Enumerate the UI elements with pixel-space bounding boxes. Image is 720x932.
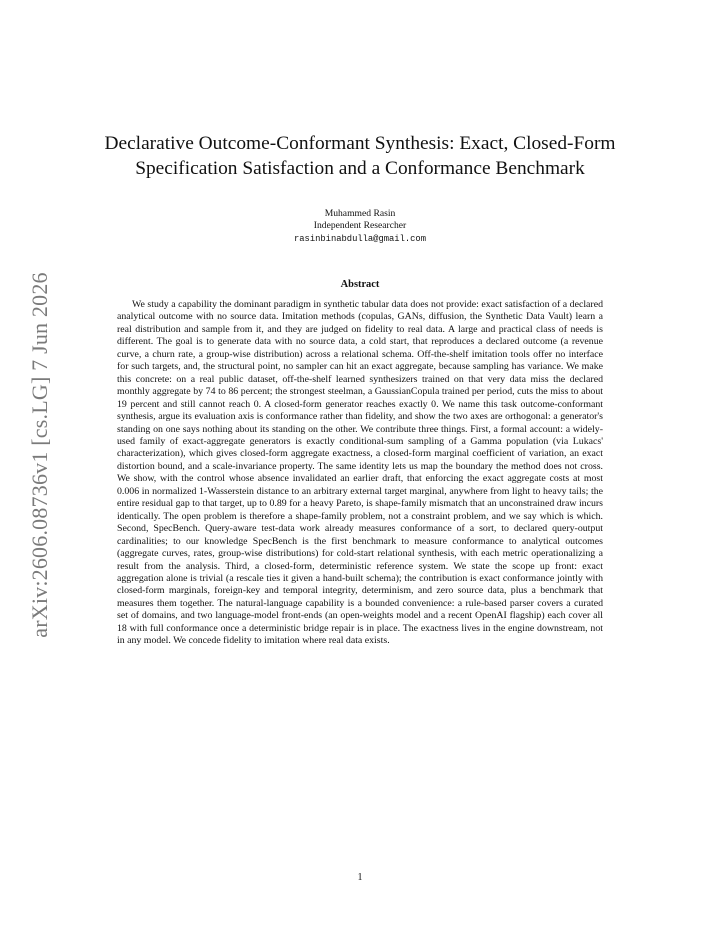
title-line-1: Declarative Outcome-Conformant Synthesis: Exact, Closed-Form: [104, 133, 616, 154]
arxiv-identifier-stamp: arXiv:2606.08736v1 [cs.LG] 7 Jun 2026: [27, 272, 52, 638]
author-affiliation: Independent Researcher: [313, 220, 407, 232]
title-line-2: Specification Satisfaction and a Conformance Benchmark: [135, 158, 585, 179]
page-number: 1: [357, 872, 363, 883]
author-name: Muhammed Rasin: [324, 208, 396, 219]
paper-title: [70, 131, 650, 181]
abstract-body: We study a capability the dominant paradigm in synthetic tabular data does not provide: exact satisfaction of a declared analytical outcome with no source data. Imitation methods (copulas, GANs, diffusion, the Synthetic Data Vault) learn a real distribution and sample from it, and they are judged on fidelity to real data. A large and practical class of needs is different. The goal is to generate data with no source data, a cold start, that reproduces a declared outcome (a revenue curve, a churn rate, a group-wise distribution) across a relational schema. Off-the-shelf imitation tools offer no interface for such targets, and, the structural point, no sampler can hit an exact aggregate, because sampling has variance. We make this concrete: on a real public dataset, off-the-shelf learned synthesizers trained on that very data miss the declared monthly aggregate by 74 to 86 percent; the strongest steelman, a GaussianCopula trained per period, cuts the miss to about 19 percent and still cannot reach 0. A closed-form generator reaches exactly 0. We name this task outcome-conformant synthesis, argue its evaluation axis is conformance rather than fidelity, and show the two axes are orthogonal: a generator's standing on one says nothing about its standing on the other. We contribute three things. First, a formal account: a widely-used family of exact-aggregate generators is exactly conditional-sum sampling of a Gamma population (via Lukacs' characterization), which gives closed-form aggregate exactness, a closed-form marginal coefficient of variation, an exact distortion bound, and a scale-invariance property. The same identity lets us map the boundary the method does not cross. We show, with the control whose absence invalidated an earlier draft, that enforcing the exact aggregate costs at most 0.006 in normalized 1-Wasserstein distance to an arbitrary external target marginal, anywhere from light to heavy tails; the entire residual gap to that target, up to 0.89 for a heavy Pareto, is shape-family mismatch that an unconstrained draw incurs identically. The open problem is therefore a shape-family problem, not a constraint problem, and we say which is which. Second, SpecBench. Query-aware test-data work already measures conformance of a sort, to declared query-output cardinalities; to our knowledge SpecBench is the first benchmark to measure conformance to analytical outcomes (aggregate curves, rates, group-wise distributions) for cold-start relational synthesis, with each metric operationalizing a result from the analysis. Third, a closed-form, deterministic reference system. We state the scope up front: exact aggregation alone is trivial (a rescale ties it given a hand-built schema); the contribution is exact conformance jointly with closed-form marginals, foreign-key and temporal integrity, determinism, and zero source data, plus a benchmark that measures them together. The natural-language capability is a bounded convenience: a rule-based parser covers a curated set of domains, and two language-model front-ends (an open-weights model and a recent OpenAI flagship) each cover all 18 with full conformance once a deterministic bridge repair is in place. The exactness lives in the engine downstream, not in any model. We concede fidelity to imitation where real data exists.: [117, 299, 603, 647]
abstract-heading: Abstract: [340, 279, 380, 290]
author-block: [160, 208, 560, 245]
author-email: rasinbinabdulla@gmail.com: [294, 233, 426, 244]
